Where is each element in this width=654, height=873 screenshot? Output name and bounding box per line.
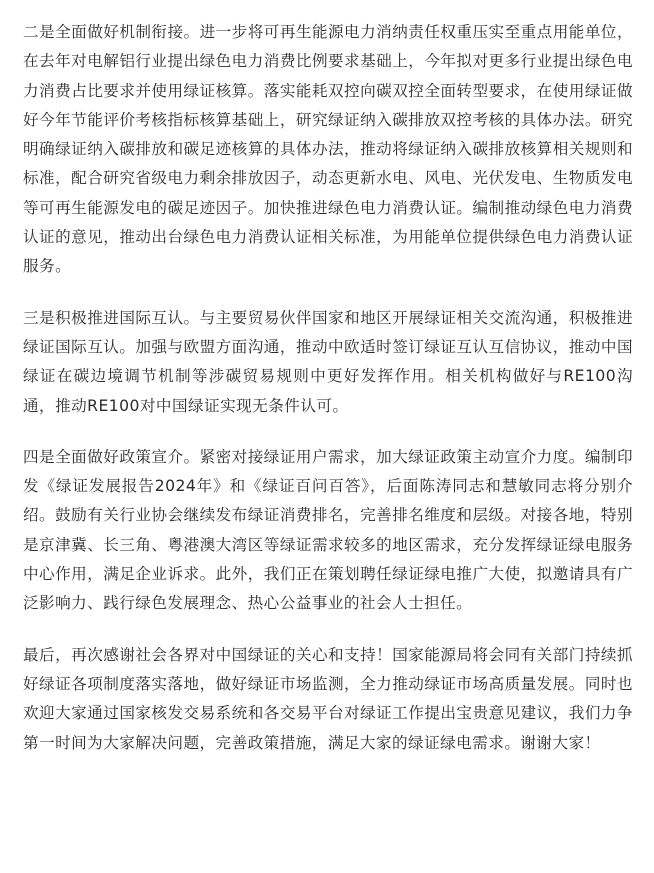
paragraph-international-recognition: 三是积极推进国际互认。与主要贸易伙伴国家和地区开展绿证相关交流沟通，积极推进绿证国际互认。加强与欧盟方面沟通，推动中欧适时签订绿证互认互信协议，推动中国绿证在碳边境调节机制等涉碳贸易规则中更好发挥作用。相关机构做好与RE100沟通，推动RE100对中国绿证实现无条件认可。 (23, 308, 633, 415)
paragraph-closing-remarks: 最后，再次感谢社会各界对中国绿证的关心和支持！国家能源局将会同有关部门持续抓好绿证各项制度落实落地，做好绿证市场监测，全力推动绿证市场高质量发展。同时也欢迎大家通过国家核发交易系统和各交易平台对绿证工作提出宝贵意见建议，我们力争第一时间为大家解决问题，完善政策措施，满足大家的绿证绿电需求。谢谢大家！ (23, 645, 633, 752)
paragraph-policy-promotion: 四是全面做好政策宣介。紧密对接绿证用户需求，加大绿证政策主动宣介力度。编制印发《绿证发展报告2024年》和《绿证百问百答》，后面陈涛同志和慧敏同志将分别介绍。鼓励有关行业协会继续发布绿证消费排名，完善排名维度和层级。对接各地，特别是京津冀、长三角、粤港澳大湾区等绿证需求较多的地区需求，充分发挥绿证绿电服务中心作用，满足企业诉求。此外，我们正在策划聘任绿证绿电推广大使，拟邀请具有广泛影响力、践行绿色发展理念、热心公益事业的社会人士担任。 (23, 447, 633, 613)
paragraph-mechanism-integration: 二是全面做好机制衔接。进一步将可再生能源电力消纳责任权重压实至重点用能单位，在去年对电解铝行业提出绿色电力消费比例要求基础上，今年拟对更多行业提出绿色电力消费占比要求并使用绿证核算。落实能耗双控向碳双控全面转型要求，在使用绿证做好今年节能评价考核指标核算基础上，研究绿证纳入碳排放双控考核的具体办法。研究明确绿证纳入碳排放和碳足迹核算的具体办法，推动将绿证纳入碳排放核算相关规则和标准，配合研究省级电力剩余排放因子，动态更新水电、风电、光伏发电、生物质发电等可再生能源发电的碳足迹因子。加快推进绿色电力消费认证。编制推动绿色电力消费认证的意见，推动出台绿色电力消费认证相关标准，为用能单位提供绿色电力消费认证服务。 (23, 23, 633, 276)
article-body (23, 18, 633, 758)
